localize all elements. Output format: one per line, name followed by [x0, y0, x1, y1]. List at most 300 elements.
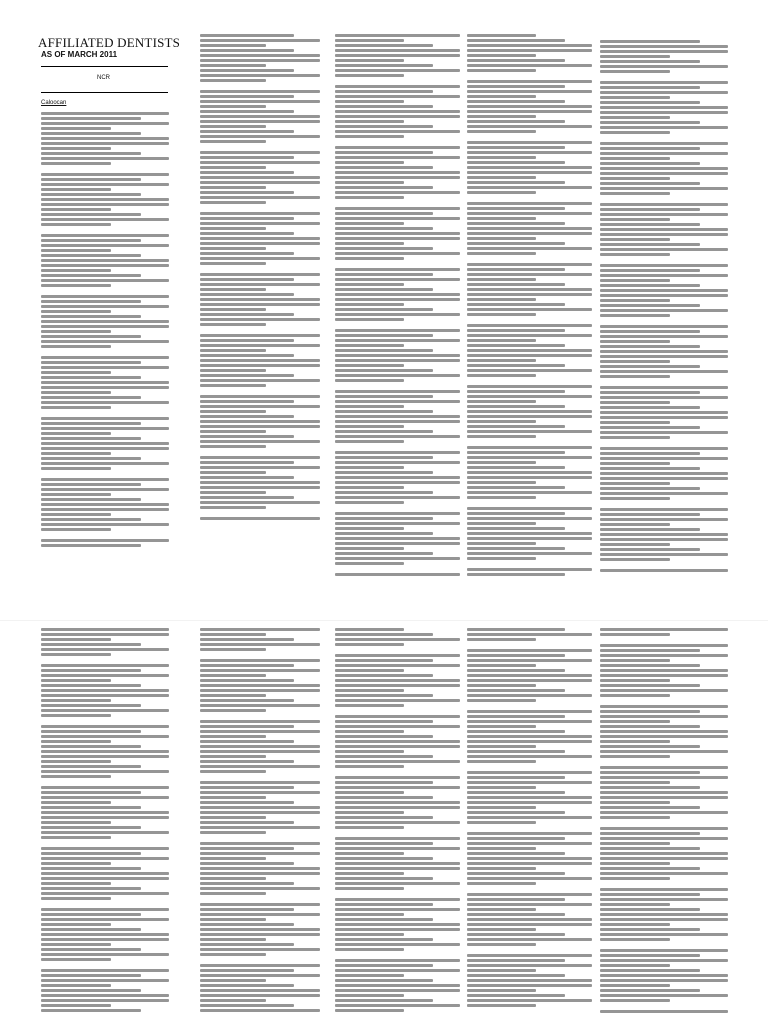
text-line	[200, 247, 266, 250]
text-line	[335, 74, 404, 77]
text-line	[600, 903, 670, 906]
text-line	[467, 954, 592, 957]
text-line	[335, 877, 433, 880]
text-line	[200, 735, 266, 738]
text-line	[200, 984, 294, 987]
text-line	[467, 532, 592, 535]
text-line	[600, 933, 728, 936]
text-line	[200, 166, 266, 169]
text-line	[335, 379, 404, 382]
text-line	[335, 969, 460, 972]
text-line	[467, 959, 565, 962]
text-line	[200, 364, 320, 367]
text-line	[41, 396, 141, 399]
text-line	[335, 90, 433, 93]
text-line	[467, 339, 536, 342]
text-line	[467, 415, 592, 418]
text-line	[600, 162, 700, 165]
text-line	[600, 472, 728, 475]
text-line	[200, 339, 294, 342]
text-line	[335, 415, 460, 418]
text-line	[41, 801, 111, 804]
text-line	[200, 461, 294, 464]
listing-column-2	[200, 34, 320, 528]
text-line	[467, 385, 592, 388]
text-line	[41, 857, 169, 860]
text-line	[467, 898, 565, 901]
text-line	[200, 694, 266, 697]
text-line	[600, 832, 700, 835]
text-line	[200, 679, 294, 682]
listing-column-1	[41, 112, 169, 552]
text-line	[467, 49, 592, 52]
text-line	[467, 369, 592, 372]
text-line	[600, 644, 728, 647]
text-line	[41, 295, 169, 298]
text-line	[335, 156, 460, 159]
text-line	[41, 852, 141, 855]
text-line	[600, 674, 728, 677]
text-line	[600, 538, 728, 541]
text-line	[467, 760, 536, 763]
text-line	[335, 278, 460, 281]
text-line	[335, 171, 460, 174]
text-line	[200, 151, 320, 154]
text-line	[41, 452, 111, 455]
text-line	[41, 518, 141, 521]
text-line	[200, 100, 320, 103]
text-line	[467, 54, 536, 57]
listing-column-10	[600, 628, 728, 1018]
text-line	[41, 417, 169, 420]
text-line	[467, 34, 536, 37]
text-line	[41, 157, 169, 160]
text-line	[467, 293, 592, 296]
text-line	[600, 401, 670, 404]
text-line	[467, 832, 592, 835]
text-line	[41, 483, 141, 486]
text-line	[600, 497, 670, 500]
text-line	[467, 156, 536, 159]
text-line	[467, 933, 565, 936]
text-line	[335, 725, 460, 728]
text-line	[335, 806, 460, 809]
text-line	[335, 842, 433, 845]
text-line	[200, 79, 266, 82]
text-line	[335, 181, 404, 184]
text-line	[41, 132, 141, 135]
text-line	[335, 989, 460, 992]
text-line	[467, 847, 536, 850]
text-line	[200, 283, 320, 286]
text-line	[335, 69, 460, 72]
text-line	[335, 740, 460, 743]
text-line	[467, 252, 536, 255]
text-line	[200, 445, 266, 448]
text-line	[335, 903, 433, 906]
text-line	[335, 400, 460, 403]
text-line	[467, 496, 536, 499]
text-line	[200, 303, 320, 306]
text-line	[600, 406, 700, 409]
text-line	[467, 552, 592, 555]
text-line	[41, 137, 169, 140]
text-line	[335, 222, 404, 225]
section-heading: Caloocan	[41, 100, 67, 106]
text-line	[200, 801, 294, 804]
text-line	[200, 476, 294, 479]
text-line	[467, 776, 565, 779]
text-line	[41, 386, 169, 389]
text-line	[467, 720, 592, 723]
text-line	[600, 426, 700, 429]
text-line	[600, 40, 700, 43]
text-line	[200, 648, 266, 651]
text-line	[335, 811, 404, 814]
text-line	[41, 740, 111, 743]
text-line	[600, 628, 728, 631]
text-line	[200, 882, 294, 885]
text-line	[467, 689, 565, 692]
text-line	[41, 948, 141, 951]
text-line	[467, 217, 536, 220]
text-line	[335, 44, 433, 47]
text-line	[600, 679, 670, 682]
text-line	[467, 435, 536, 438]
text-line	[467, 237, 536, 240]
text-line	[600, 694, 670, 697]
text-line	[200, 745, 320, 748]
text-line	[335, 791, 404, 794]
document-title: AFFILIATED DENTISTS	[38, 35, 181, 50]
text-line	[600, 86, 700, 89]
text-line	[200, 517, 320, 520]
text-line	[467, 191, 536, 194]
text-line	[200, 669, 320, 672]
text-line	[41, 796, 169, 799]
text-line	[41, 203, 169, 206]
text-line	[467, 964, 592, 967]
text-line	[200, 217, 294, 220]
text-line	[335, 699, 460, 702]
text-line	[467, 146, 565, 149]
text-line	[41, 269, 111, 272]
text-line	[600, 147, 700, 150]
text-line	[41, 208, 111, 211]
text-line	[335, 227, 433, 230]
text-line	[41, 755, 169, 758]
text-line	[467, 247, 592, 250]
text-line	[41, 193, 141, 196]
text-line	[335, 654, 460, 657]
text-line	[200, 791, 320, 794]
text-line	[467, 212, 592, 215]
text-line	[41, 310, 111, 313]
text-line	[335, 821, 460, 824]
text-line	[200, 969, 294, 972]
text-line	[200, 232, 294, 235]
text-line	[335, 334, 433, 337]
text-line	[467, 786, 536, 789]
text-line	[200, 440, 320, 443]
page-gap	[0, 620, 768, 621]
text-line	[600, 705, 728, 708]
text-line	[467, 745, 536, 748]
text-line	[335, 125, 433, 128]
text-line	[200, 466, 320, 469]
text-line	[41, 674, 169, 677]
text-line	[467, 710, 592, 713]
text-line	[335, 466, 404, 469]
text-line	[600, 96, 670, 99]
text-line	[335, 430, 433, 433]
text-line	[467, 461, 536, 464]
text-line	[41, 892, 169, 895]
text-line	[467, 806, 536, 809]
text-line	[335, 161, 404, 164]
text-line	[600, 949, 728, 952]
text-line	[335, 918, 433, 921]
text-line	[200, 59, 320, 62]
text-line	[200, 176, 320, 179]
text-line	[41, 689, 169, 692]
text-line	[600, 654, 728, 657]
text-line	[41, 979, 169, 982]
text-line	[41, 933, 169, 936]
text-line	[467, 466, 565, 469]
text-line	[467, 39, 565, 42]
text-line	[600, 918, 728, 921]
text-line	[467, 69, 536, 72]
text-line	[41, 791, 141, 794]
text-line	[600, 669, 728, 672]
text-line	[335, 913, 404, 916]
text-line	[335, 217, 460, 220]
text-line	[600, 796, 728, 799]
text-line	[467, 674, 592, 677]
text-line	[41, 872, 169, 875]
text-line	[41, 117, 141, 120]
text-line	[467, 877, 592, 880]
text-line	[335, 435, 460, 438]
text-line	[335, 801, 460, 804]
text-line	[600, 745, 700, 748]
text-line	[200, 842, 320, 845]
text-line	[335, 796, 433, 799]
text-line	[467, 80, 592, 83]
text-line	[200, 323, 266, 326]
text-line	[467, 781, 592, 784]
text-line	[467, 633, 592, 636]
text-line	[41, 361, 141, 364]
text-line	[335, 837, 460, 840]
text-line	[41, 638, 111, 641]
text-line	[200, 999, 266, 1002]
text-line	[467, 938, 592, 941]
text-line	[600, 253, 670, 256]
text-line	[335, 64, 433, 67]
text-line	[335, 298, 460, 301]
text-line	[335, 491, 433, 494]
text-line	[600, 106, 728, 109]
text-line	[41, 498, 141, 501]
text-line	[200, 643, 320, 646]
text-line	[200, 201, 266, 204]
text-line	[467, 918, 592, 921]
text-line	[200, 725, 294, 728]
text-line	[335, 318, 404, 321]
text-line	[41, 974, 141, 977]
text-line	[335, 344, 404, 347]
text-line	[467, 334, 592, 337]
text-line	[467, 308, 592, 311]
text-line	[41, 178, 141, 181]
text-line	[41, 122, 169, 125]
text-line	[200, 384, 266, 387]
text-line	[200, 359, 320, 362]
listing-column-8	[335, 628, 460, 1018]
text-line	[467, 105, 592, 108]
text-line	[335, 410, 433, 413]
text-line	[467, 476, 592, 479]
text-line	[335, 59, 404, 62]
text-line	[41, 928, 141, 931]
text-line	[600, 172, 728, 175]
listing-column-9	[467, 628, 592, 1018]
text-line	[600, 984, 670, 987]
text-line	[335, 364, 404, 367]
text-line	[467, 1004, 536, 1007]
text-line	[467, 161, 565, 164]
text-line	[467, 288, 592, 291]
text-line	[200, 34, 294, 37]
text-line	[335, 776, 460, 779]
text-line	[41, 162, 111, 165]
text-line	[41, 437, 141, 440]
text-line	[335, 151, 433, 154]
text-line	[200, 237, 320, 240]
text-line	[600, 888, 728, 891]
text-line	[600, 467, 700, 470]
text-line	[200, 994, 320, 997]
text-line	[41, 305, 169, 308]
text-line	[200, 156, 294, 159]
text-line	[335, 115, 460, 118]
text-line	[335, 933, 404, 936]
text-line	[200, 161, 320, 164]
text-line	[467, 186, 592, 189]
text-line	[600, 314, 670, 317]
text-line	[600, 304, 700, 307]
text-line	[600, 309, 728, 312]
text-line	[200, 831, 266, 834]
text-line	[600, 223, 700, 226]
text-line	[200, 405, 320, 408]
text-line	[467, 969, 536, 972]
text-line	[467, 59, 565, 62]
text-line	[200, 120, 320, 123]
text-line	[41, 249, 111, 252]
text-line	[200, 811, 320, 814]
text-line	[600, 720, 670, 723]
text-line	[600, 923, 670, 926]
text-line	[335, 547, 404, 550]
text-line	[467, 481, 536, 484]
text-line	[335, 105, 433, 108]
text-line	[467, 507, 592, 510]
text-line	[467, 517, 592, 520]
text-line	[335, 730, 404, 733]
text-line	[200, 847, 294, 850]
text-line	[41, 1009, 141, 1012]
text-line	[600, 294, 728, 297]
text-line	[41, 847, 169, 850]
text-line	[467, 649, 592, 652]
text-line	[600, 806, 700, 809]
text-line	[467, 979, 592, 982]
text-line	[41, 831, 169, 834]
text-line	[467, 547, 565, 550]
text-line	[41, 704, 141, 707]
text-line	[41, 775, 111, 778]
text-line	[41, 765, 141, 768]
text-line	[600, 126, 728, 129]
text-line	[600, 81, 728, 84]
text-line	[200, 430, 266, 433]
text-line	[600, 659, 670, 662]
text-line	[41, 239, 141, 242]
text-line	[335, 308, 433, 311]
text-line	[467, 816, 592, 819]
text-line	[467, 85, 565, 88]
text-line	[600, 548, 700, 551]
text-line	[600, 203, 728, 206]
text-line	[200, 486, 320, 489]
text-line	[600, 781, 670, 784]
text-line	[600, 543, 670, 546]
text-line	[467, 699, 536, 702]
text-line	[200, 1004, 294, 1007]
text-line	[200, 334, 320, 337]
text-line	[600, 477, 728, 480]
text-line	[600, 182, 700, 185]
text-line	[467, 989, 536, 992]
text-line	[600, 70, 670, 73]
text-line	[600, 740, 670, 743]
text-line	[600, 750, 728, 753]
text-line	[335, 191, 460, 194]
text-line	[600, 633, 670, 636]
text-line	[200, 720, 320, 723]
text-line	[600, 715, 728, 718]
text-line	[467, 171, 592, 174]
text-line	[335, 643, 404, 646]
text-line	[335, 638, 460, 641]
text-line	[335, 186, 433, 189]
text-line	[335, 979, 433, 982]
text-line	[467, 821, 536, 824]
text-line	[467, 95, 536, 98]
text-line	[335, 359, 460, 362]
text-line	[41, 877, 169, 880]
text-line	[600, 157, 670, 160]
text-line	[41, 867, 141, 870]
text-line	[467, 278, 536, 281]
text-line	[600, 248, 728, 251]
text-line	[41, 699, 111, 702]
text-line	[335, 908, 460, 911]
text-line	[467, 694, 592, 697]
